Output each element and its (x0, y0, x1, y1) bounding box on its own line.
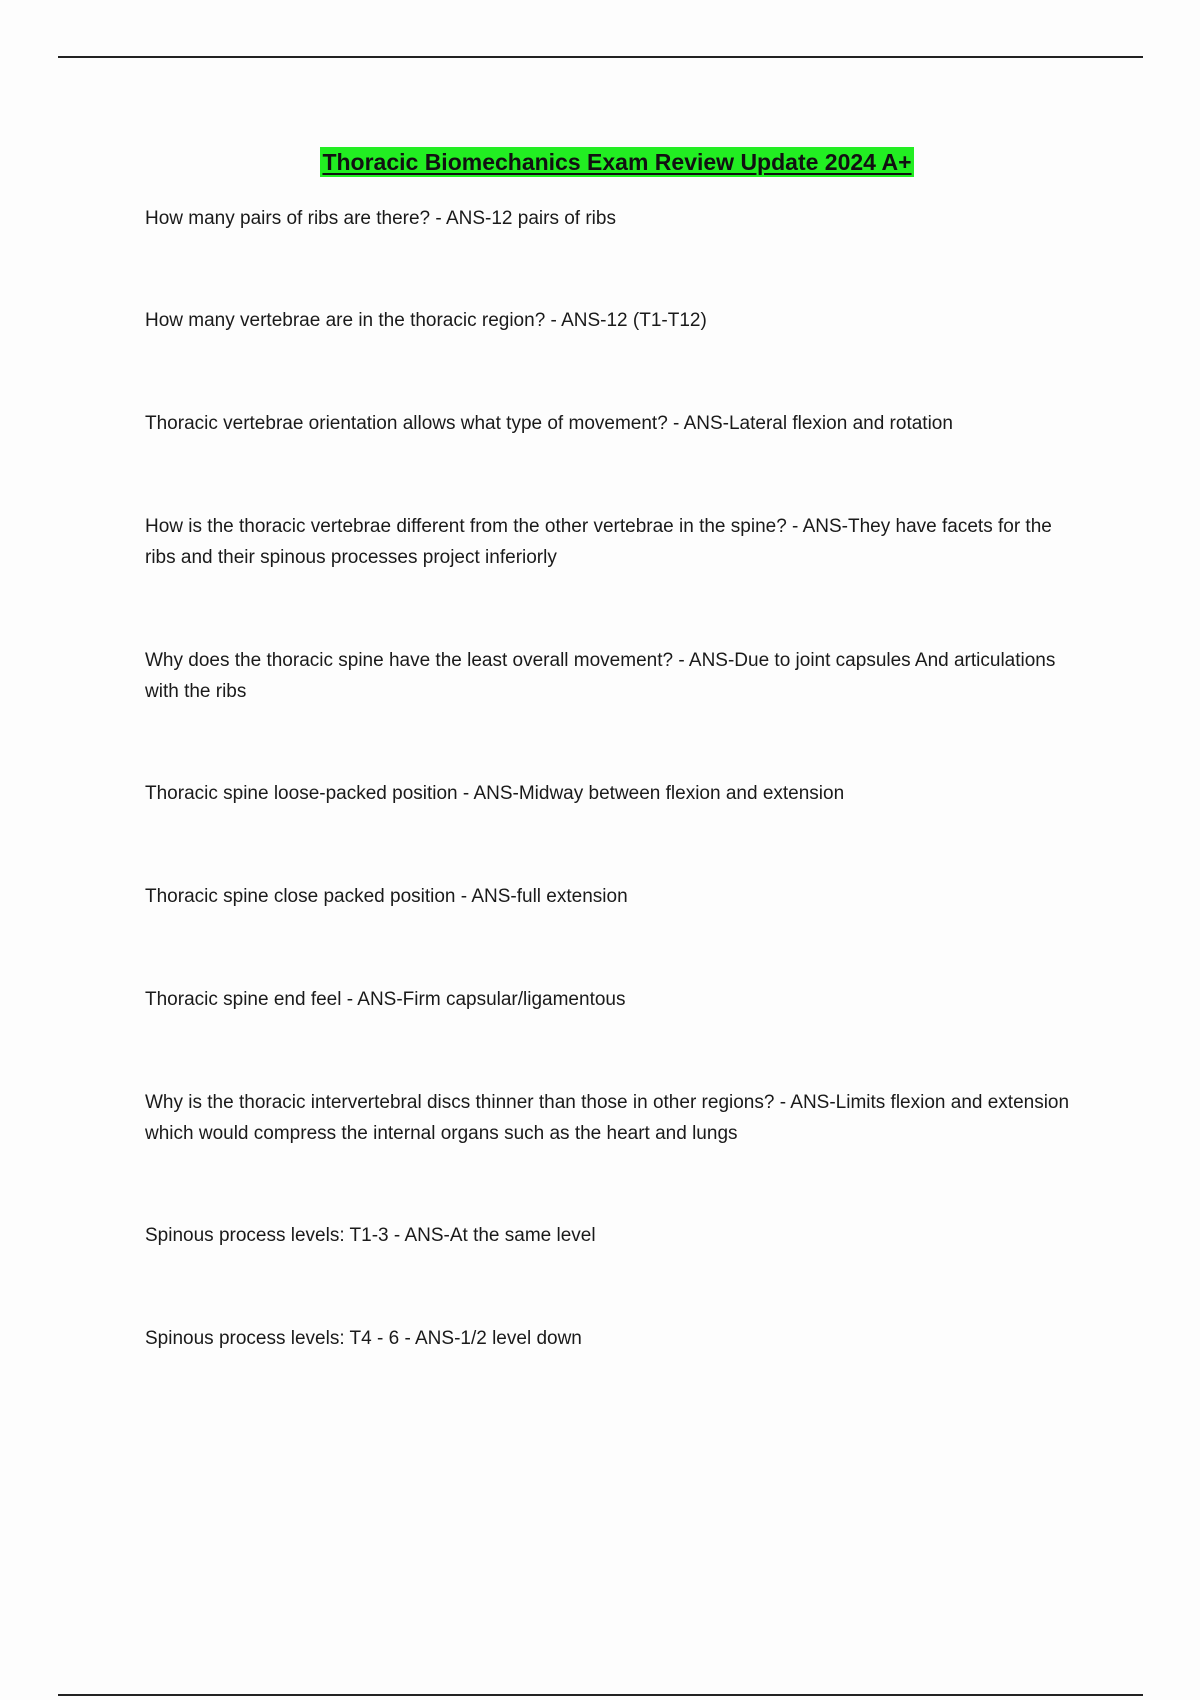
header-rule (58, 56, 1143, 58)
qa-item-8: Thoracic spine end feel - ANS-Firm capsular/ligamentous (145, 989, 626, 1010)
qa-item-11: Spinous process levels: T4 - 6 - ANS-1/2 level down (145, 1328, 582, 1349)
qa-item-2: How many vertebrae are in the thoracic region? - ANS-12 (T1-T12) (145, 310, 707, 331)
qa-item-9: Why is the thoracic intervertebral discs thinner than those in other regions? - ANS-Limits flexion and extension which would compress the internal organs such as the heart and lungs (145, 1092, 1070, 1144)
qa-item-10: Spinous process levels: T1-3 - ANS-At the same level (145, 1225, 596, 1246)
title-container (0, 147, 1200, 177)
qa-item-7: Thoracic spine close packed position - ANS-full extension (145, 886, 628, 907)
qa-item-6: Thoracic spine loose-packed position - ANS-Midway between flexion and extension (145, 783, 845, 804)
qa-item-4: How is the thoracic vertebrae different from the other vertebrae in the spine? - ANS-They have facets for the ribs and their spinous processes project inferiorly (145, 516, 1052, 568)
footer-rule (58, 1694, 1143, 1696)
qa-item-3: Thoracic vertebrae orientation allows what type of movement? - ANS-Lateral flexion and rotation (145, 413, 953, 434)
document-title: Thoracic Biomechanics Exam Review Update 2024 A+ (322, 149, 912, 175)
qa-item-1: How many pairs of ribs are there? - ANS-12 pairs of ribs (145, 208, 616, 229)
qa-item-5: Why does the thoracic spine have the least overall movement? - ANS-Due to joint capsules And articulations with the ribs (145, 650, 1056, 702)
